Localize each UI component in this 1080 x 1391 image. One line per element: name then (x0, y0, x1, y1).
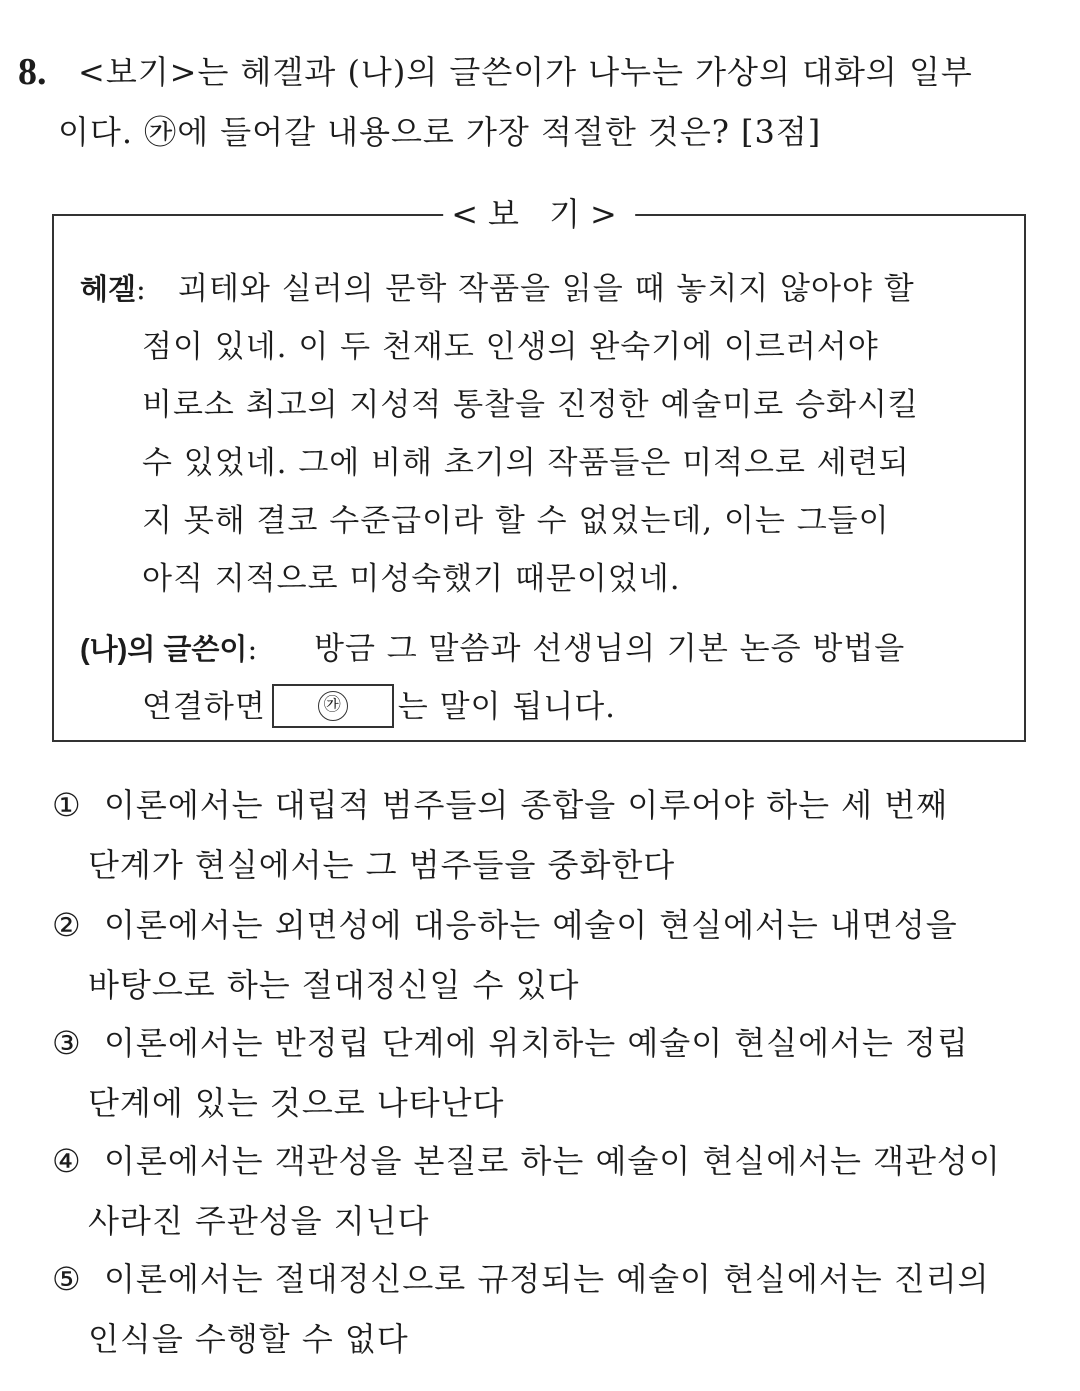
writer-colon: : (247, 632, 258, 666)
hegel-line-2: 점이 있네. 이 두 천재도 인생의 완숙기에 이르러서야 (142, 329, 879, 365)
option-1-marker: ① (52, 786, 81, 824)
question-text-line-2 (58, 104, 1040, 160)
option-1-line-1: 이론에서는 대립적 범주들의 종합을 이루어야 하는 세 번째 (104, 786, 949, 824)
option-2-line-2: 바탕으로 하는 절대정신일 수 있다 (88, 966, 580, 1004)
writer-line-2-before: 연결하면 (142, 689, 266, 725)
hegel-line-4: 수 있었네. 그에 비해 초기의 작품들은 미적으로 세련되 (142, 445, 910, 481)
option-3-line-1: 이론에서는 반정립 단계에 위치하는 예술이 현실에서는 정립 (104, 1024, 969, 1062)
writer-line-1: 방금 그 말씀과 선생님의 기본 논증 방법을 (314, 631, 906, 667)
option-2-marker: ② (52, 906, 81, 944)
option-5-marker: ⑤ (52, 1260, 81, 1298)
writer-line-2 (142, 678, 616, 736)
question-number: 8. (18, 51, 47, 93)
question-text-before-marker: 이다. (58, 113, 133, 151)
option-2-line-1: 이론에서는 외면성에 대응하는 예술이 현실에서는 내면성을 (104, 906, 958, 944)
bogi-title: <보 기> (443, 190, 635, 238)
writer-line-2-after: 는 말이 됩니다. (397, 689, 617, 725)
hegel-name: 헤겔 (80, 274, 137, 306)
blank-ga-label: ㉮ (318, 691, 348, 721)
option-4-line-1: 이론에서는 객관성을 본질로 하는 예술이 현실에서는 객관성이 (104, 1142, 1001, 1180)
option-3-line-2: 단계에 있는 것으로 나타난다 (88, 1084, 505, 1122)
option-3-marker: ③ (52, 1024, 81, 1062)
option-1-line-2: 단계가 현실에서는 그 범주들을 중화한다 (88, 846, 676, 884)
option-4-marker: ④ (52, 1142, 81, 1180)
hegel-label (80, 260, 146, 319)
option-4-line-2: 사라진 주관성을 지닌다 (88, 1202, 430, 1240)
bogi-box (52, 195, 1026, 742)
writer-label (80, 620, 257, 679)
hegel-line-5: 지 못해 결코 수준급이라 할 수 없었는데, 이는 그들이 (142, 503, 890, 539)
blank-ga-marker: ㉮ (144, 113, 178, 151)
hegel-line-3: 비로소 최고의 지성적 통찰을 진정한 예술미로 승화시킬 (142, 387, 919, 423)
writer-name: (나)의 글쓴이 (80, 634, 248, 666)
question-text-line-1: <보기>는 헤겔과 (나)의 글쓴이가 나누는 가상의 대화의 일부 (78, 53, 973, 91)
blank-ga-box (272, 684, 394, 728)
option-5-line-1: 이론에서는 절대정신으로 규정되는 예술이 현실에서는 진리의 (104, 1260, 990, 1298)
hegel-line-1: 괴테와 실러의 문학 작품을 읽을 때 놓치지 않아야 할 (178, 271, 915, 307)
hegel-colon: : (136, 272, 146, 306)
question-text-after-marker: 에 들어갈 내용으로 가장 적절한 것은? [3점] (177, 113, 822, 151)
hegel-line-6: 아직 지적으로 미성숙했기 때문이었네. (142, 561, 681, 597)
option-5-line-2: 인식을 수행할 수 없다 (88, 1320, 409, 1358)
